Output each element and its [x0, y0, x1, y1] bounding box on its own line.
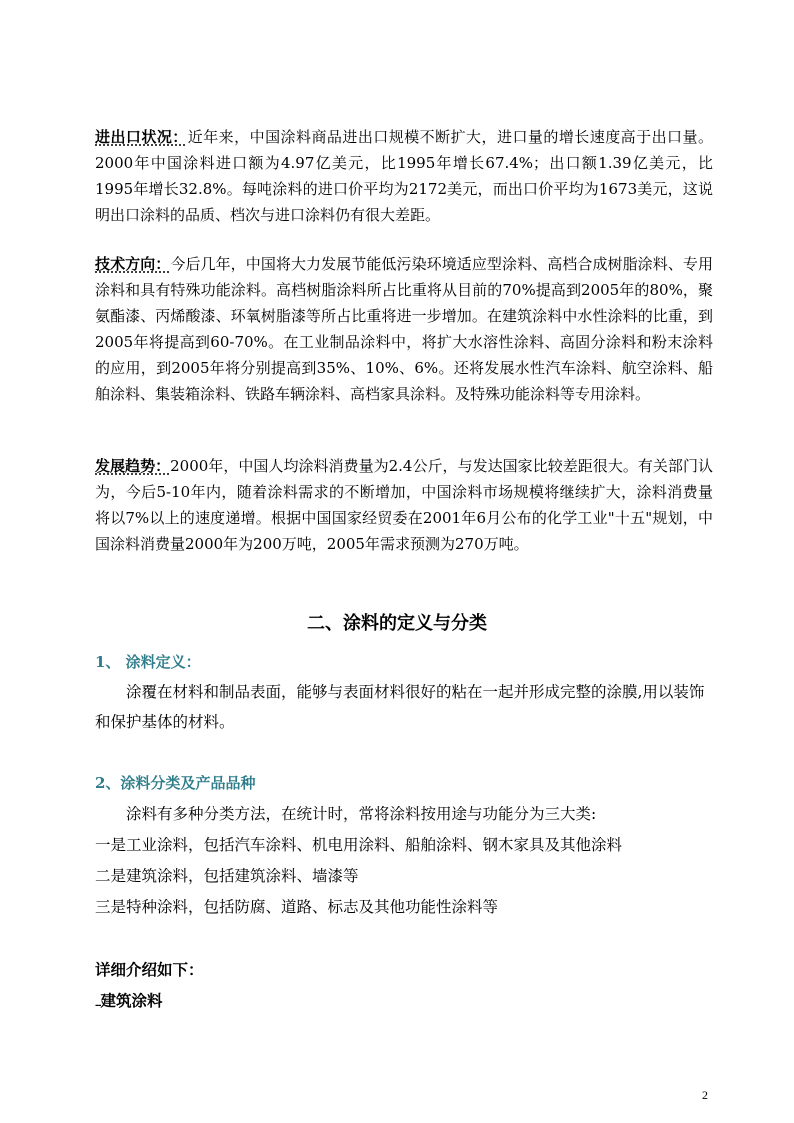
architectural-dash: --: [95, 1001, 101, 1011]
development-trend-text: 2000年，中国人均涂料消费量为2.4公斤，与发达国家比较差距很大。有关部门认为，今后5-10年内，随着涂料需求的不断增加，中国涂料市场规模将继续扩大，涂料消费量将以7%以上的速度递增。根据中国国家经贸委在2001年6月公布的化学工业"十五"规划，中国涂料消费量2000年为200万吨，2005年需求预测为270万吨。: [95, 457, 713, 553]
chapter-title: 二、涂料的定义与分类: [307, 613, 487, 634]
development-trend-paragraph: [95, 453, 713, 557]
definition-text: 涂覆在材料和制品表面，能够与表面材料很好的粘在一起并形成完整的涂膜,用以装饰和保护基体的材料。: [95, 683, 705, 731]
tech-direction-lead: 技术方向：: [95, 255, 171, 273]
classification-item-2: 二是建筑涂料，包括建筑涂料、墙漆等: [95, 867, 359, 885]
page-number: 2: [702, 1088, 708, 1102]
classification-item-3: 三是特种涂料，包括防腐、道路、标志及其他功能性涂料等: [95, 898, 499, 916]
architectural-label: 建筑涂料: [100, 991, 163, 1010]
definition-heading: 1、 涂料定义：: [95, 653, 201, 671]
tech-direction-paragraph: [95, 251, 713, 407]
tech-direction-text: 今后几年，中国将大力发展节能低污染环境适应型涂料、高档合成树脂涂料、专用涂料和具有特殊功能涂料。高档树脂涂料所占比重将从目前的70%提高到2005年的80%，聚氨酯漆、丙烯酸漆、环氧树脂漆等所占比重将进一步增加。在建筑涂料中水性涂料的比重，到2005年将提高到60-70%。在工业制品涂料中，将扩大水溶性涂料、高固分涂料和粉末涂料的应用，到2005年将分别提高到35%、10%、6%。还将发展水性汽车涂料、航空涂料、船舶涂料、集装箱涂料、铁路车辆涂料、高档家具涂料。及特殊功能涂料等专用涂料。: [95, 255, 713, 403]
classification-intro: 涂料有多种分类方法，在统计时，常将涂料按用途与功能分为三大类:: [126, 805, 597, 823]
classification-heading: 2、涂料分类及产品品种: [95, 774, 256, 792]
import-export-text: 近年来，中国涂料商品进出口规模不断扩大，进口量的增长速度高于出口量。2000年中国涂料进口额为4.97亿美元，比1995年增长67.4%；出口额1.39亿美元，比1995年增长32.8%。每吨涂料的进口价平均为2172美元，而出口价平均为1673美元，这说明出口涂料的品质、档次与进口涂料仍有很大差距。: [95, 128, 713, 224]
import-export-lead: 进出口状况：: [95, 128, 188, 146]
development-trend-lead: 发展趋势：: [95, 457, 171, 475]
details-intro: 详细介绍如下：: [95, 960, 204, 979]
import-export-paragraph: [95, 124, 713, 228]
classification-item-1: 一是工业涂料，包括汽车涂料、机电用涂料、船舶涂料、钢木家具及其他涂料: [95, 836, 623, 854]
architectural-heading: [95, 989, 163, 1018]
